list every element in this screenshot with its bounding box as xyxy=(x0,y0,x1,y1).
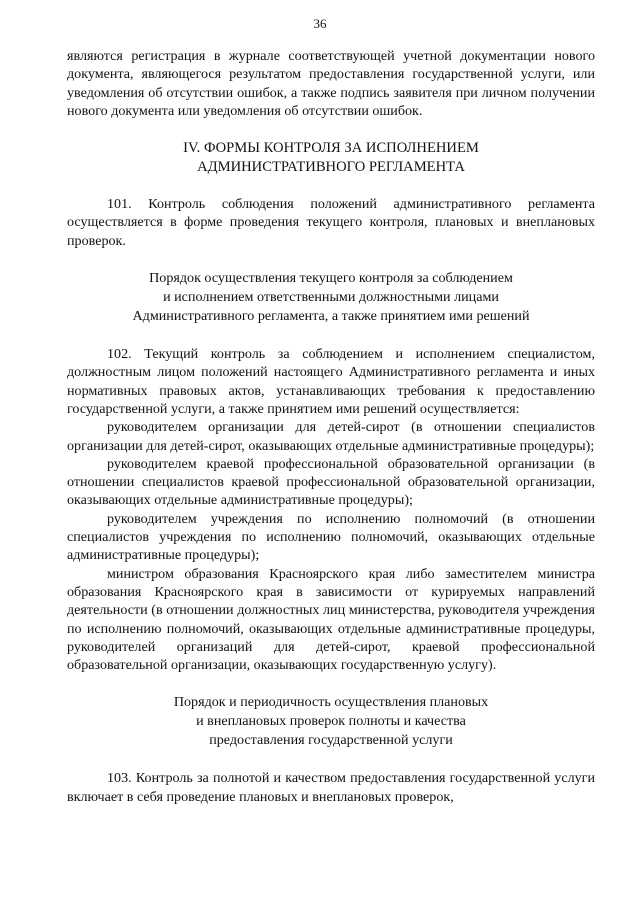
list-item-institution: руководителем учреждения по исполнению полномочий (в отношении специалистов учреждения по исполнению полномочий, оказывающих отдельные административные процедуры); xyxy=(67,510,595,564)
paragraph-102: 102. Текущий контроль за соблюдением и исполнением специалистом, должностным лицом положений настоящего Административного регламента и иных нормативных правовых актов, устанавливающих требования к предоставлению государственной услуги, а также принятием ими решений осуществляется: xyxy=(67,346,595,417)
section-title xyxy=(67,139,595,176)
section-title-line-1: IV. ФОРМЫ КОНТРОЛЯ ЗА ИСПОЛНЕНИЕМ xyxy=(183,140,479,157)
subheading-1-line-2: и исполнением ответственными должностными лицами xyxy=(163,289,499,306)
subheading-2-line-1: Порядок и периодичность осуществления плановых xyxy=(173,694,489,711)
subheading-1-line-3: Административного регламента, а также принятием ими решений xyxy=(132,308,530,325)
page-number: 36 xyxy=(313,16,327,31)
subheading-2-line-2: и внеплановых проверок полноты и качества xyxy=(196,713,466,730)
section-title-line-2: АДМИНИСТРАТИВНОГО РЕГЛАМЕНТА xyxy=(197,158,465,175)
paragraph-103: 103. Контроль за полнотой и качеством предоставления государственной услуги включает в себя проведение плановых и внеплановых проверок, xyxy=(67,770,595,805)
subheading-inspections xyxy=(67,693,595,750)
subheading-current-control xyxy=(67,269,595,326)
document-body xyxy=(67,47,595,806)
paragraph-101: 101. Контроль соблюдения положений административного регламента осуществляется в форме проведения текущего контроля, плановых и внеплановых проверок. xyxy=(67,196,595,249)
subheading-2-line-3: предоставления государственной услуги xyxy=(209,732,453,749)
list-item-minister: министром образования Красноярского края либо заместителем министра образования Красноярского края в зависимости от курируемых направлений деятельности (в отношении должностных лиц министерства, руководителя учреждения по исполнению полномочий, оказывающих отдельные административные процедуры, руководителей организаций для детей-сирот, краевой профессиональной образовательной организации, оказывающих государственную услугу). xyxy=(67,565,595,674)
subheading-1-line-1: Порядок осуществления текущего контроля за соблюдением xyxy=(149,270,513,287)
list-item-orphan-org: руководителем организации для детей-сирот (в отношении специалистов организации для детей-сирот, оказывающих отдельные административные процедуры); xyxy=(67,419,595,454)
continuation-paragraph: являются регистрация в журнале соответствующей учетной документации нового документа, являющегося результатом предоставления государственной услуги, или уведомления об отсутствии ошибок, а также подпись заявителя при личном получении нового документа или уведомления об отсутствии ошибок. xyxy=(67,48,595,119)
list-item-professional-org: руководителем краевой профессиональной образовательной организации (в отношении специалистов краевой профессиональной образовательной организации, оказывающих отдельные административные процедуры); xyxy=(67,455,595,509)
